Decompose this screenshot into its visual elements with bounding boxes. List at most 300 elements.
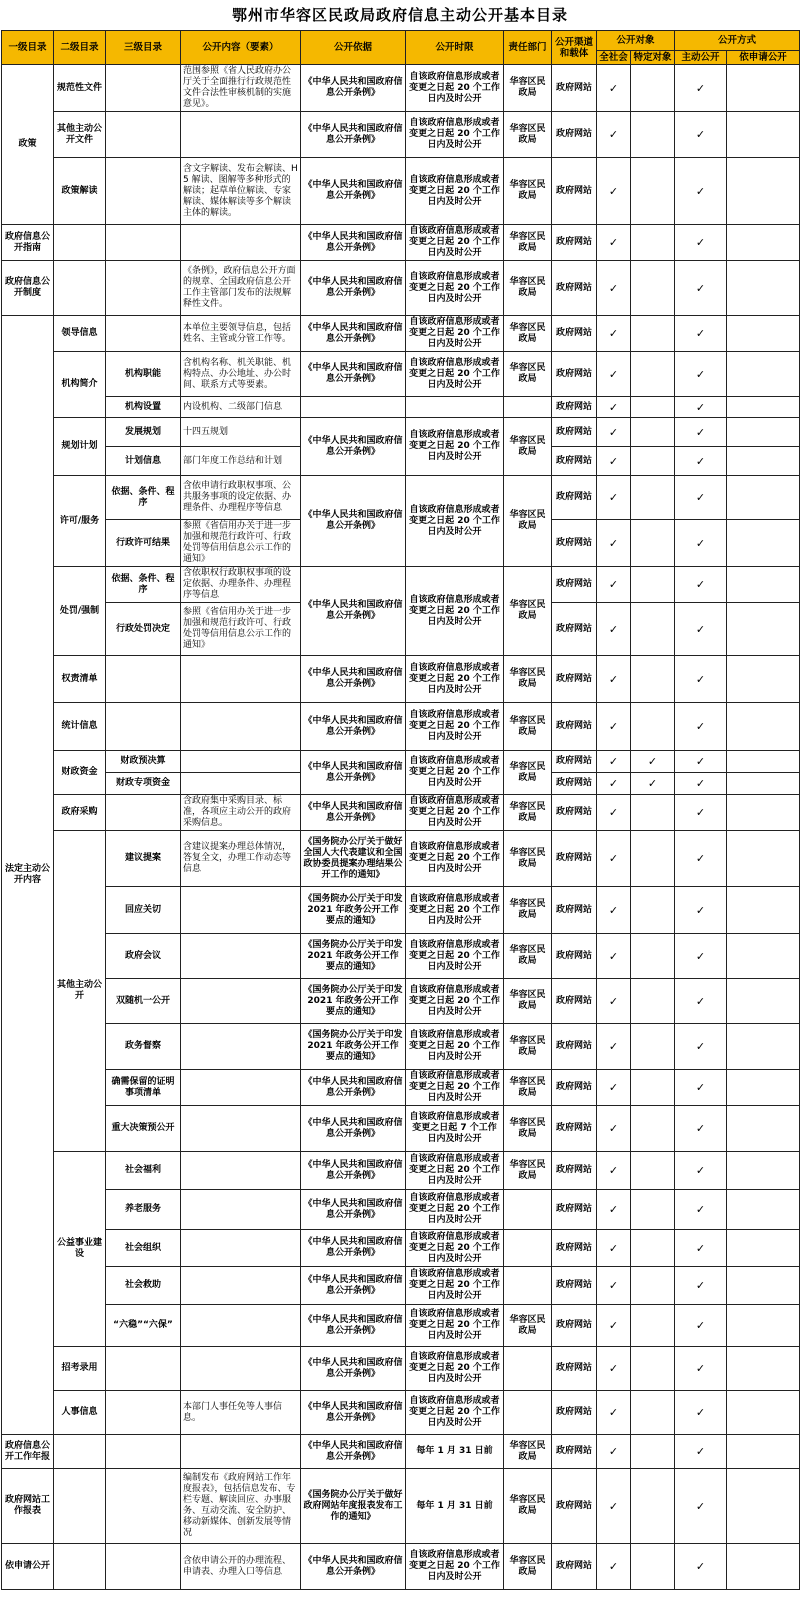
empty-cell [727, 1070, 800, 1106]
empty-cell [631, 397, 675, 418]
content-cell: 十四五规划 [181, 418, 301, 447]
channel-cell: 政府网站 [552, 703, 597, 751]
basis-cell: 《中华人民共和国政府信息公开条例》 [301, 1152, 406, 1190]
time-cell: 自该政府信息形成或者变更之日起 20 个工作日内及时公开 [406, 887, 504, 934]
time-cell: 自该政府信息形成或者变更之日起 20 个工作日内及时公开 [406, 1544, 504, 1590]
check-mark: ✓ [675, 751, 727, 773]
empty-cell [727, 1106, 800, 1152]
check-mark: ✓ [675, 1391, 727, 1435]
time-cell: 自该政府信息形成或者变更之日起 7 个工作日内及时公开 [406, 1106, 504, 1152]
time-cell: 自该政府信息形成或者变更之日起 20 个工作日内及时公开 [406, 703, 504, 751]
empty-cell [727, 1469, 800, 1544]
channel-cell: 政府网站 [552, 1305, 597, 1347]
channel-cell: 政府网站 [552, 316, 597, 352]
channel-cell: 政府网站 [552, 352, 597, 397]
l3-cell [106, 261, 181, 316]
empty-cell [727, 112, 800, 158]
channel-cell: 政府网站 [552, 831, 597, 887]
content-cell: 本单位主要领导信息，包括姓名、主管或分管工作等。 [181, 316, 301, 352]
time-cell: 自该政府信息形成或者变更之日起 20 个工作日内及时公开 [406, 567, 504, 656]
l3-cell [106, 1347, 181, 1391]
empty-cell [727, 1024, 800, 1070]
l3-cell: 重大决策预公开 [106, 1106, 181, 1152]
channel-cell: 政府网站 [552, 418, 597, 447]
content-cell: 含文字解读、发布会解读、H5 解读、图解等多种形式的解读；起草单位解读、专家解读、媒体解读等多个解读主体的解读。 [181, 158, 301, 225]
time-cell: 自该政府信息形成或者变更之日起 20 个工作日内及时公开 [406, 1347, 504, 1391]
empty-cell [631, 603, 675, 656]
content-cell: 参照《省信用办关于进一步加强和规范行政许可、行政处罚等信用信息公示工作的通知》 [181, 603, 301, 656]
empty-cell [631, 1267, 675, 1305]
dept-cell: 华容区民政局 [504, 1152, 552, 1190]
l2-cell: 机构简介 [54, 352, 106, 418]
channel-cell: 政府网站 [552, 1106, 597, 1152]
content-cell [181, 751, 301, 773]
header-target-all: 全社会 [597, 51, 631, 65]
empty-cell [631, 831, 675, 887]
content-cell [181, 112, 301, 158]
content-cell: 参照《省信用办关于进一步加强和规范行政许可、行政处罚等信用信息公示工作的通知》 [181, 520, 301, 567]
dept-cell: 华容区民政局 [504, 887, 552, 934]
empty-cell [727, 1391, 800, 1435]
l3-cell: 政务督察 [106, 1024, 181, 1070]
empty-cell [727, 476, 800, 520]
empty-cell [631, 1230, 675, 1267]
channel-cell: 政府网站 [552, 887, 597, 934]
empty-cell [727, 934, 800, 979]
basis-cell: 《中华人民共和国政府信息公开条例》 [301, 112, 406, 158]
content-cell [181, 703, 301, 751]
l3-cell [106, 1544, 181, 1590]
check-mark: ✓ [675, 603, 727, 656]
empty-cell [727, 447, 800, 476]
channel-cell: 政府网站 [552, 934, 597, 979]
time-cell: 自该政府信息形成或者变更之日起 20 个工作日内及时公开 [406, 316, 504, 352]
content-cell [181, 1152, 301, 1190]
basis-cell: 《国务院办公厅关于印发 2021 年政务公开工作要点的通知》 [301, 934, 406, 979]
empty-cell [631, 352, 675, 397]
empty-cell [631, 112, 675, 158]
l2-cell: 招考录用 [54, 1347, 106, 1391]
l3-cell: 行政处罚决定 [106, 603, 181, 656]
check-mark: ✓ [597, 476, 631, 520]
content-cell: 编制发布《政府网站工作年度报表》，包括信息发布、专栏专题、解读回应、办事服务、互动交流、安全防护、移动新媒体、创新发展等情况 [181, 1469, 301, 1544]
check-mark: ✓ [597, 1267, 631, 1305]
empty-cell [727, 1190, 800, 1230]
dept-cell: 华容区民政局 [504, 65, 552, 112]
channel-cell: 政府网站 [552, 1435, 597, 1469]
basis-cell: 《国务院办公厅关于印发 2021 年政务公开工作要点的通知》 [301, 979, 406, 1024]
basis-cell: 《国务院办公厅关于印发 2021 年政务公开工作要点的通知》 [301, 887, 406, 934]
l2-cell: 公益事业建设 [54, 1152, 106, 1347]
l2-cell [54, 1544, 106, 1590]
content-cell [181, 225, 301, 261]
check-mark: ✓ [675, 1544, 727, 1590]
check-mark: ✓ [675, 1469, 727, 1544]
empty-cell [631, 934, 675, 979]
time-cell: 自该政府信息形成或者变更之日起 20 个工作日内及时公开 [406, 751, 504, 795]
check-mark: ✓ [597, 1190, 631, 1230]
l1-cell: 政府信息公开制度 [2, 261, 54, 316]
l3-cell [106, 65, 181, 112]
l3-cell: 计划信息 [106, 447, 181, 476]
basis-cell: 《中华人民共和国政府信息公开条例》 [301, 795, 406, 831]
check-mark: ✓ [675, 418, 727, 447]
check-mark: ✓ [675, 1347, 727, 1391]
check-mark: ✓ [597, 934, 631, 979]
time-cell: 自该政府信息形成或者变更之日起 20 个工作日内及时公开 [406, 1230, 504, 1267]
basis-cell [301, 397, 406, 418]
dept-cell: 华容区民政局 [504, 567, 552, 656]
basis-cell: 《中华人民共和国政府信息公开条例》 [301, 316, 406, 352]
l2-cell: 权责清单 [54, 656, 106, 703]
empty-cell [631, 316, 675, 352]
basis-cell: 《中华人民共和国政府信息公开条例》 [301, 751, 406, 795]
channel-cell: 政府网站 [552, 1152, 597, 1190]
content-cell: 范围参照《省人民政府办公厅关于全面推行行政规范性文件合法性审核机制的实施意见》。 [181, 65, 301, 112]
time-cell: 自该政府信息形成或者变更之日起 20 个工作日内及时公开 [406, 65, 504, 112]
check-mark: ✓ [597, 158, 631, 225]
channel-cell: 政府网站 [552, 1190, 597, 1230]
basis-cell: 《中华人民共和国政府信息公开条例》 [301, 1230, 406, 1267]
dept-cell: 华容区民政局 [504, 1469, 552, 1544]
check-mark: ✓ [597, 352, 631, 397]
empty-cell [727, 1305, 800, 1347]
check-mark: ✓ [675, 158, 727, 225]
channel-cell: 政府网站 [552, 1469, 597, 1544]
channel-cell: 政府网站 [552, 1347, 597, 1391]
l2-cell: 政府采购 [54, 795, 106, 831]
check-mark: ✓ [675, 656, 727, 703]
check-mark: ✓ [675, 1152, 727, 1190]
check-mark: ✓ [597, 751, 631, 773]
l3-cell: 依据、条件、程序 [106, 476, 181, 520]
basis-cell: 《中华人民共和国政府信息公开条例》 [301, 1305, 406, 1347]
empty-cell [631, 65, 675, 112]
header-time: 公开时限 [406, 31, 504, 65]
check-mark: ✓ [597, 225, 631, 261]
check-mark: ✓ [597, 397, 631, 418]
empty-cell [631, 887, 675, 934]
empty-cell [727, 1435, 800, 1469]
empty-cell [631, 225, 675, 261]
empty-cell [727, 751, 800, 773]
check-mark: ✓ [675, 567, 727, 603]
l3-cell [106, 1469, 181, 1544]
l1-cell: 政府信息公开工作年报 [2, 1435, 54, 1469]
empty-cell [631, 1152, 675, 1190]
empty-cell [727, 397, 800, 418]
time-cell: 自该政府信息形成或者变更之日起 20 个工作日内及时公开 [406, 831, 504, 887]
l3-cell [106, 1435, 181, 1469]
empty-cell [727, 65, 800, 112]
dept-cell: 华容区民政局 [504, 656, 552, 703]
check-mark: ✓ [597, 656, 631, 703]
header-target: 公开对象 [597, 31, 675, 51]
empty-cell [631, 1469, 675, 1544]
header-basis: 公开依据 [301, 31, 406, 65]
l1-cell: 政府网站工作报表 [2, 1469, 54, 1544]
basis-cell: 《国务院办公厅关于做好全国人大代表建议和全国政协委员提案办理结果公开工作的通知》 [301, 831, 406, 887]
l2-cell [54, 1435, 106, 1469]
check-mark: ✓ [675, 225, 727, 261]
check-mark: ✓ [631, 751, 675, 773]
channel-cell: 政府网站 [552, 520, 597, 567]
header-method-request: 依申请公开 [727, 51, 800, 65]
header-content: 公开内容（要素） [181, 31, 301, 65]
empty-cell [631, 476, 675, 520]
basis-cell: 《中华人民共和国政府信息公开条例》 [301, 1544, 406, 1590]
channel-cell: 政府网站 [552, 773, 597, 795]
channel-cell: 政府网站 [552, 656, 597, 703]
l3-cell: 财政专项资金 [106, 773, 181, 795]
check-mark: ✓ [597, 1347, 631, 1391]
basis-cell: 《中华人民共和国政府信息公开条例》 [301, 1267, 406, 1305]
time-cell: 自该政府信息形成或者变更之日起 20 个工作日内及时公开 [406, 1267, 504, 1305]
basis-cell: 《中华人民共和国政府信息公开条例》 [301, 567, 406, 656]
channel-cell: 政府网站 [552, 397, 597, 418]
time-cell: 自该政府信息形成或者变更之日起 20 个工作日内及时公开 [406, 979, 504, 1024]
header-method-active: 主动公开 [675, 51, 727, 65]
time-cell: 自该政府信息形成或者变更之日起 20 个工作日内及时公开 [406, 476, 504, 567]
empty-cell [727, 316, 800, 352]
l3-cell: 确需保留的证明事项清单 [106, 1070, 181, 1106]
content-cell [181, 656, 301, 703]
dept-cell: 华容区民政局 [504, 1305, 552, 1347]
check-mark: ✓ [597, 1070, 631, 1106]
empty-cell [631, 1305, 675, 1347]
l3-cell: 依据、条件、程序 [106, 567, 181, 603]
l2-cell: 处罚/强制 [54, 567, 106, 656]
page-title: 鄂州市华容区民政局政府信息主动公开基本目录 [231, 6, 568, 24]
content-cell: 本部门人事任免等人事信息。 [181, 1391, 301, 1435]
dept-cell: 华容区民政局 [504, 1106, 552, 1152]
time-cell: 自该政府信息形成或者变更之日起 20 个工作日内及时公开 [406, 225, 504, 261]
check-mark: ✓ [675, 397, 727, 418]
header-l3: 三级目录 [106, 31, 181, 65]
header-channel: 公开渠道和载体 [552, 31, 597, 65]
dept-cell: 华容区民政局 [504, 979, 552, 1024]
empty-cell [727, 225, 800, 261]
l3-cell: 政府会议 [106, 934, 181, 979]
check-mark: ✓ [597, 316, 631, 352]
channel-cell: 政府网站 [552, 261, 597, 316]
basis-cell: 《中华人民共和国政府信息公开条例》 [301, 1435, 406, 1469]
content-cell [181, 1435, 301, 1469]
l2-cell [54, 1469, 106, 1544]
l1-cell: 政策 [2, 65, 54, 225]
basis-cell: 《国务院办公厅关于印发 2021 年政务公开工作要点的通知》 [301, 1024, 406, 1070]
time-cell: 自该政府信息形成或者变更之日起 20 个工作日内及时公开 [406, 418, 504, 476]
dept-cell: 华容区民政局 [504, 934, 552, 979]
content-cell [181, 1305, 301, 1347]
time-cell: 自该政府信息形成或者变更之日起 20 个工作日内及时公开 [406, 1391, 504, 1435]
empty-cell [631, 1544, 675, 1590]
content-cell [181, 934, 301, 979]
l3-cell: 机构职能 [106, 352, 181, 397]
header-l1: 一级目录 [2, 31, 54, 65]
dept-cell: 华容区民政局 [504, 418, 552, 476]
check-mark: ✓ [675, 447, 727, 476]
channel-cell: 政府网站 [552, 447, 597, 476]
dept-cell: 华容区民政局 [504, 476, 552, 567]
content-cell [181, 773, 301, 795]
empty-cell [631, 979, 675, 1024]
l3-cell [106, 703, 181, 751]
channel-cell: 政府网站 [552, 1070, 597, 1106]
content-cell: 《条例》，政府信息公开方面的规章、全国政府信息公开工作主管部门发布的法规解释性文件。 [181, 261, 301, 316]
time-cell: 自该政府信息形成或者变更之日起 20 个工作日内及时公开 [406, 1190, 504, 1230]
dept-cell: 华容区民政局 [504, 352, 552, 397]
check-mark: ✓ [675, 1267, 727, 1305]
l3-cell: 双随机一公开 [106, 979, 181, 1024]
l3-cell: 回应关切 [106, 887, 181, 934]
empty-cell [631, 261, 675, 316]
time-cell: 自该政府信息形成或者变更之日起 20 个工作日内及时公开 [406, 656, 504, 703]
l2-cell [54, 225, 106, 261]
basis-cell: 《中华人民共和国政府信息公开条例》 [301, 656, 406, 703]
basis-cell: 《国务院办公厅关于做好政府网站年度报表发布工作的通知》 [301, 1469, 406, 1544]
empty-cell [631, 1435, 675, 1469]
empty-cell [631, 567, 675, 603]
empty-cell [631, 1190, 675, 1230]
channel-cell: 政府网站 [552, 1267, 597, 1305]
check-mark: ✓ [675, 1435, 727, 1469]
empty-cell [727, 1347, 800, 1391]
header-l2: 二级目录 [54, 31, 106, 65]
channel-cell: 政府网站 [552, 751, 597, 773]
check-mark: ✓ [675, 352, 727, 397]
dept-cell: 华容区民政局 [504, 112, 552, 158]
dept-cell: 华容区民政局 [504, 1070, 552, 1106]
empty-cell [727, 603, 800, 656]
time-cell: 自该政府信息形成或者变更之日起 20 个工作日内及时公开 [406, 158, 504, 225]
check-mark: ✓ [597, 112, 631, 158]
l3-cell: “六稳”“六保” [106, 1305, 181, 1347]
empty-cell [727, 831, 800, 887]
basis-cell: 《中华人民共和国政府信息公开条例》 [301, 1190, 406, 1230]
empty-cell [631, 1391, 675, 1435]
empty-cell [631, 520, 675, 567]
check-mark: ✓ [597, 65, 631, 112]
l2-cell: 许可/服务 [54, 476, 106, 567]
dept-cell [504, 397, 552, 418]
empty-cell [631, 158, 675, 225]
check-mark: ✓ [675, 476, 727, 520]
channel-cell: 政府网站 [552, 1230, 597, 1267]
empty-cell [727, 158, 800, 225]
check-mark: ✓ [675, 1305, 727, 1347]
time-cell: 自该政府信息形成或者变更之日起 20 个工作日内及时公开 [406, 1305, 504, 1347]
content-cell [181, 979, 301, 1024]
dept-cell: 华容区民政局 [504, 1024, 552, 1070]
empty-cell [727, 656, 800, 703]
l3-cell [106, 225, 181, 261]
check-mark: ✓ [597, 567, 631, 603]
time-cell: 自该政府信息形成或者变更之日起 20 个工作日内及时公开 [406, 1152, 504, 1190]
empty-cell [727, 1230, 800, 1267]
empty-cell [631, 418, 675, 447]
empty-cell [631, 447, 675, 476]
channel-cell: 政府网站 [552, 979, 597, 1024]
check-mark: ✓ [597, 261, 631, 316]
check-mark: ✓ [597, 1435, 631, 1469]
empty-cell [727, 418, 800, 447]
check-mark: ✓ [597, 831, 631, 887]
l3-cell: 财政预决算 [106, 751, 181, 773]
basis-cell: 《中华人民共和国政府信息公开条例》 [301, 158, 406, 225]
l2-cell: 其他主动公开 [54, 831, 106, 1152]
content-cell: 含建议提案办理总体情况，答复全文，办理工作动态等信息 [181, 831, 301, 887]
check-mark: ✓ [597, 887, 631, 934]
l3-cell: 发展规划 [106, 418, 181, 447]
channel-cell: 政府网站 [552, 65, 597, 112]
check-mark: ✓ [597, 703, 631, 751]
l2-cell: 统计信息 [54, 703, 106, 751]
time-cell: 每年 1 月 31 日前 [406, 1435, 504, 1469]
content-cell: 含政府集中采购目录、标准，各项应主动公开的政府采购信息。 [181, 795, 301, 831]
empty-cell [631, 1347, 675, 1391]
check-mark: ✓ [675, 261, 727, 316]
check-mark: ✓ [597, 447, 631, 476]
content-cell: 含机构名称、机关职能、机构特点、办公地址、办公时间、联系方式等要素。 [181, 352, 301, 397]
l3-cell: 社会救助 [106, 1267, 181, 1305]
empty-cell [727, 703, 800, 751]
check-mark: ✓ [675, 831, 727, 887]
check-mark: ✓ [675, 1070, 727, 1106]
l3-cell [106, 656, 181, 703]
time-cell: 自该政府信息形成或者变更之日起 20 个工作日内及时公开 [406, 795, 504, 831]
channel-cell: 政府网站 [552, 476, 597, 520]
directory-table [1, 30, 800, 1590]
time-cell: 自该政府信息形成或者变更之日起 20 个工作日内及时公开 [406, 261, 504, 316]
l1-cell: 法定主动公开内容 [2, 316, 54, 1435]
check-mark: ✓ [675, 112, 727, 158]
empty-cell [727, 795, 800, 831]
empty-cell [631, 1024, 675, 1070]
check-mark: ✓ [675, 1190, 727, 1230]
check-mark: ✓ [675, 1024, 727, 1070]
l2-cell: 财政资金 [54, 751, 106, 795]
l1-cell: 政府信息公开指南 [2, 225, 54, 261]
l3-cell: 养老服务 [106, 1190, 181, 1230]
dept-cell: 华容区民政局 [504, 795, 552, 831]
empty-cell [727, 1152, 800, 1190]
dept-cell [504, 1391, 552, 1435]
header-method: 公开方式 [675, 31, 800, 51]
empty-cell [631, 703, 675, 751]
empty-cell [727, 979, 800, 1024]
empty-cell [727, 261, 800, 316]
time-cell: 自该政府信息形成或者变更之日起 20 个工作日内及时公开 [406, 112, 504, 158]
channel-cell: 政府网站 [552, 1391, 597, 1435]
check-mark: ✓ [597, 1391, 631, 1435]
basis-cell: 《中华人民共和国政府信息公开条例》 [301, 703, 406, 751]
dept-cell [504, 1347, 552, 1391]
l3-cell: 社会福利 [106, 1152, 181, 1190]
check-mark: ✓ [597, 979, 631, 1024]
time-cell: 自该政府信息形成或者变更之日起 20 个工作日内及时公开 [406, 352, 504, 397]
empty-cell [727, 520, 800, 567]
check-mark: ✓ [675, 934, 727, 979]
content-cell [181, 1106, 301, 1152]
check-mark: ✓ [597, 1469, 631, 1544]
check-mark: ✓ [675, 887, 727, 934]
l3-cell: 机构设置 [106, 397, 181, 418]
empty-cell [727, 1267, 800, 1305]
l2-cell: 规划计划 [54, 418, 106, 476]
check-mark: ✓ [675, 703, 727, 751]
time-cell: 自该政府信息形成或者变更之日起 20 个工作日内及时公开 [406, 1070, 504, 1106]
